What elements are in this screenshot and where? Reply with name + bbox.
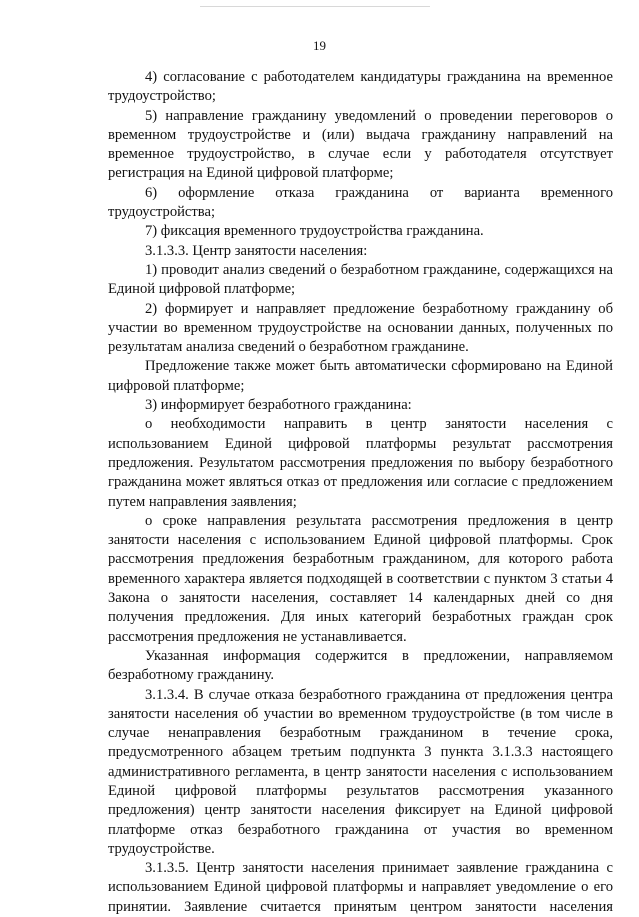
paragraph-offer-auto: Предложение также может быть автоматически сформировано на Единой цифровой платформе; xyxy=(108,358,613,394)
paragraph-item-4: 4) согласование с работодателем кандидатуры гражданина на временное трудоустройство; xyxy=(108,69,613,105)
paragraph-section-3-1-3-5: 3.1.3.5. Центр занятости населения принимает заявление гражданина с использованием Единой цифровой платформы и направляет уведомление о его принятии. Заявление считается принятым центром занятости населения xyxy=(108,860,613,915)
paragraph-section-3-1-3-4: 3.1.3.4. В случае отказа безработного гражданина от предложения центра занятости населения об участии во временном трудоустройстве (в том числе в случае ненаправления безработным гражданином в течение срока, предусмотренного абзацем третьим подпункта 3 пункта 3.1.3.3 настоящего административного регламента, в центр занятости населения с использованием Единой цифровой платформы результатов рассмотрения указанного предложения) центр занятости населения фиксирует на Единой цифровой платформе отказ безработного гражданина от участия во временном трудоустройстве. xyxy=(108,686,613,857)
paragraph-item-6: 6) оформление отказа гражданина от варианта временного трудоустройства; xyxy=(108,184,613,221)
scan-edge-line xyxy=(200,6,430,7)
paragraph-item-7: 7) фиксация временного трудоустройства гражданина. xyxy=(145,223,484,240)
paragraph-info-contained: Указанная информация содержится в предложении, направляемом безработному гражданину. xyxy=(108,647,613,684)
document-body xyxy=(108,68,613,917)
paragraph-item-5: 5) направление гражданину уведомлений о проведении переговоров о временном трудоустройстве и (или) выдача гражданину направлений на временное трудоустройство, в случае если у работодателя отсутствует регистрация на Единой цифровой платформе; xyxy=(108,107,613,182)
page-number: 19 xyxy=(313,38,326,53)
paragraph-necessity: о необходимости направить в центр занятости населения с использованием Единой цифровой платформы результат рассмотрения предложения. Результатом рассмотрения предложения по выбору безработного гражданина может являться отказ от предложения или согласие с предложением путем направления заявления; xyxy=(108,416,613,510)
paragraph-sub-1: 1) проводит анализ сведений о безработном гражданине, содержащихся на Единой цифровой платформе; xyxy=(108,261,613,298)
paragraph-section-3-1-3-3: 3.1.3.3. Центр занятости населения: xyxy=(145,242,368,259)
paragraph-deadline: о сроке направления результата рассмотрения предложения в центр занятости населения с использованием Единой цифровой платформы. Срок рассмотрения предложения безработным гражданином, для которого работа временного характера является подходящей в соответствии с пунктом 3 статьи 4 Закона о занятости населения, составляет 14 календарных дней со дня получения предложения. Для иных категорий безработных граждан срок рассмотрения предложения не устанавливается. xyxy=(108,512,613,645)
paragraph-sub-3: 3) информирует безработного гражданина: xyxy=(145,397,412,414)
paragraph-sub-2: 2) формирует и направляет предложение безработному гражданину об участии во временном трудоустройстве на основании данных, полученных по результатам анализа сведений о безработном гражданине. xyxy=(108,300,613,356)
